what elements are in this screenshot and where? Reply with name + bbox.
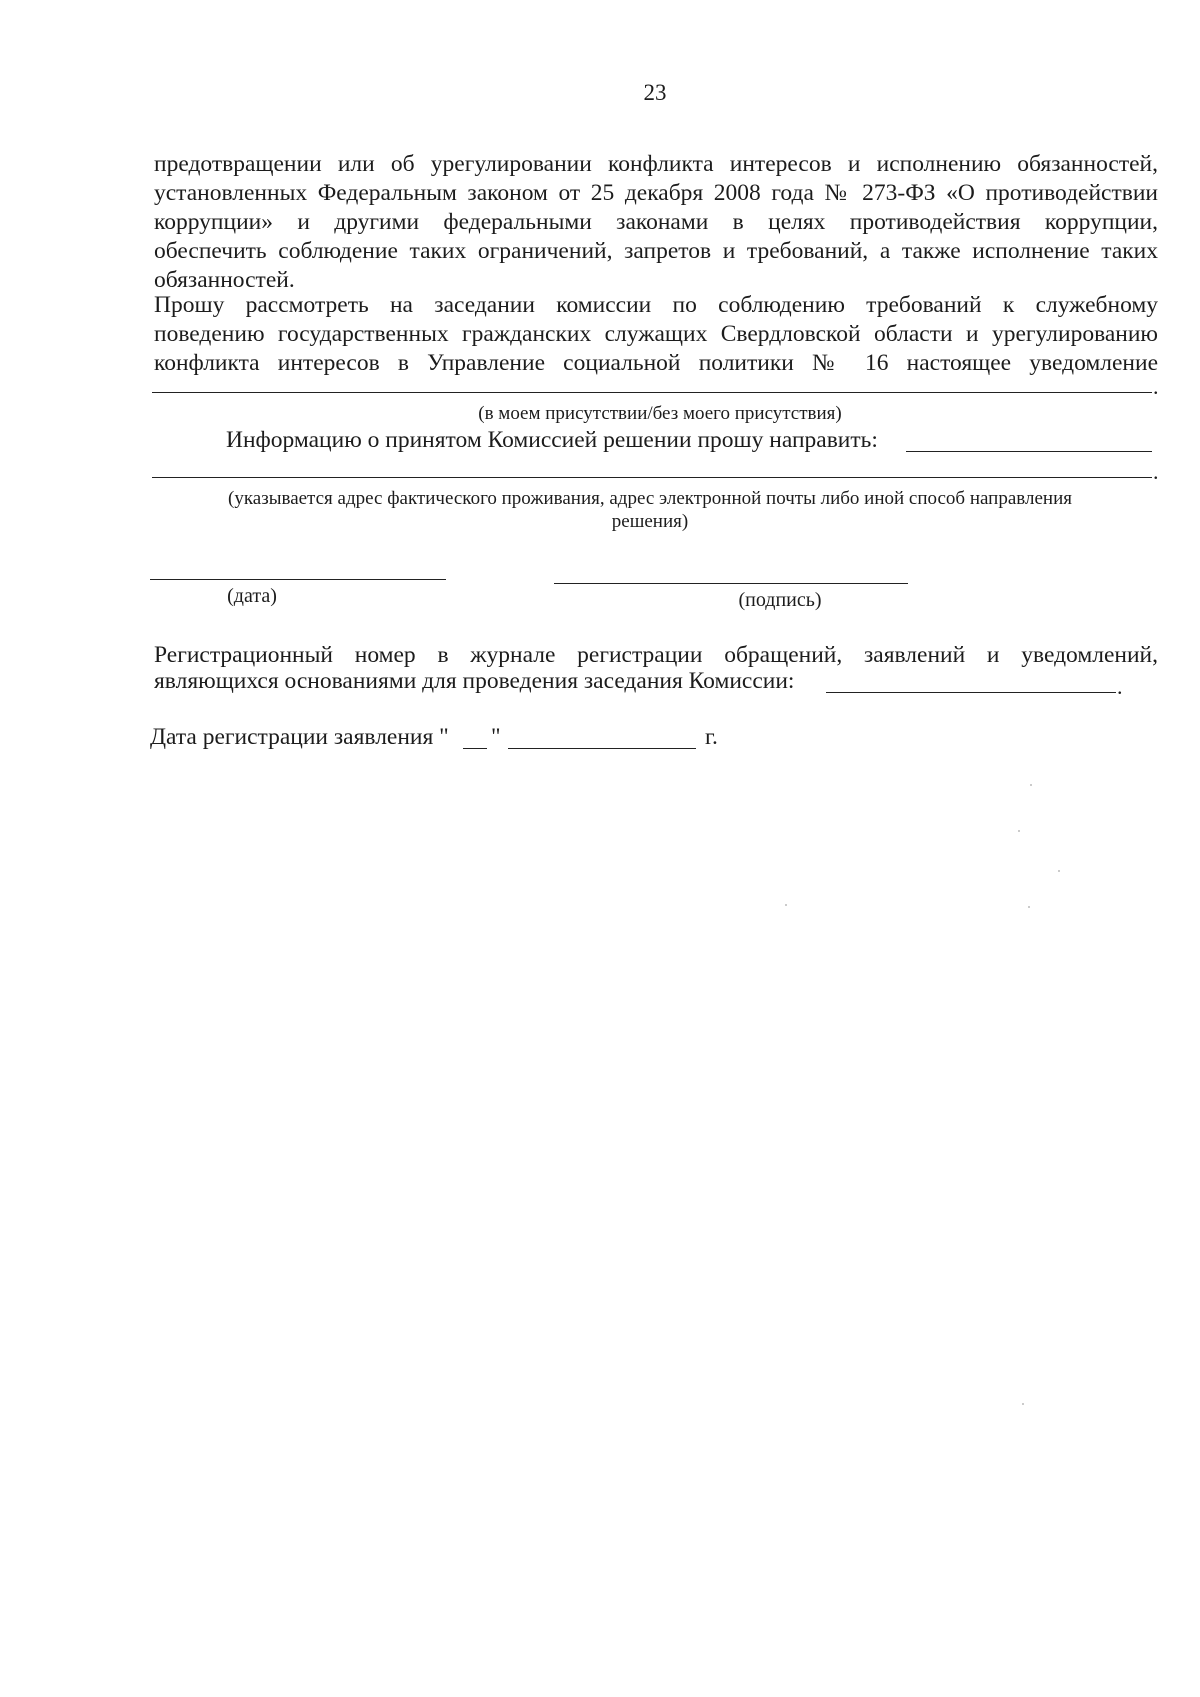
paragraph-line: обеспечить соблюдение таких ограничений, запретов и требований, а также исполнение таких bbox=[154, 238, 1158, 264]
presence-blank-line[interactable] bbox=[152, 392, 1152, 393]
info-recipient-blank[interactable] bbox=[906, 451, 1152, 452]
scan-speck bbox=[785, 904, 787, 906]
period: . bbox=[1153, 459, 1159, 484]
date-blank-line[interactable] bbox=[150, 579, 446, 580]
address-caption: (указывается адрес фактического проживания, адрес электронной почты либо иной способ направления bbox=[228, 488, 1072, 509]
scan-speck bbox=[1058, 870, 1060, 872]
paragraph-line: конфликта интересов в Управление социальной политики № 16 настоящее уведомление bbox=[154, 350, 1158, 376]
presence-caption: (в моем присутствии/без моего присутствия) bbox=[478, 403, 842, 424]
paragraph-line: предотвращении или об урегулировании конфликта интересов и исполнению обязанностей, bbox=[154, 151, 1158, 177]
registration-number-paragraph bbox=[154, 641, 1158, 670]
registration-month-blank[interactable] bbox=[508, 748, 696, 749]
scan-speck bbox=[1018, 830, 1020, 832]
request-paragraph bbox=[154, 291, 1158, 378]
paragraph-line: поведению государственных гражданских служащих Свердловской области и урегулированию bbox=[154, 321, 1158, 347]
registration-date-quote: " bbox=[491, 724, 501, 750]
paragraph-continuation bbox=[154, 150, 1158, 295]
registration-number-label: являющихся основаниями для проведения заседания Комиссии: bbox=[154, 668, 795, 694]
registration-date-label: Дата регистрации заявления " bbox=[150, 724, 449, 750]
info-request-label: Информацию о принятом Комиссией решении прошу направить: bbox=[226, 427, 878, 453]
period: . bbox=[1153, 374, 1159, 399]
scan-speck bbox=[1030, 784, 1032, 786]
address-caption-cont: решения) bbox=[611, 511, 689, 532]
signature-caption: (подпись) bbox=[738, 589, 822, 611]
address-blank-line[interactable] bbox=[152, 477, 1152, 478]
paragraph-line: установленных Федеральным законом от 25 декабря 2008 года № 273-ФЗ «О противодействии bbox=[154, 180, 1158, 206]
period: . bbox=[1117, 674, 1123, 699]
date-caption: (дата) bbox=[227, 585, 277, 607]
registration-year-suffix: г. bbox=[705, 724, 718, 750]
page-number: 23 bbox=[643, 80, 667, 105]
paragraph-line: Регистрационный номер в журнале регистрации обращений, заявлений и уведомлений, bbox=[154, 642, 1158, 668]
scan-speck bbox=[1022, 1403, 1024, 1405]
signature-blank-line[interactable] bbox=[554, 583, 908, 584]
scan-speck bbox=[1028, 906, 1030, 908]
paragraph-line: Прошу рассмотреть на заседании комиссии по соблюдению требований к служебному bbox=[154, 292, 1158, 318]
registration-number-blank[interactable] bbox=[826, 692, 1116, 693]
registration-day-blank[interactable] bbox=[463, 748, 487, 749]
paragraph-line: обязанностей. bbox=[154, 267, 295, 293]
paragraph-line: коррупции» и другими федеральными законами в целях противодействия коррупции, bbox=[154, 209, 1158, 235]
